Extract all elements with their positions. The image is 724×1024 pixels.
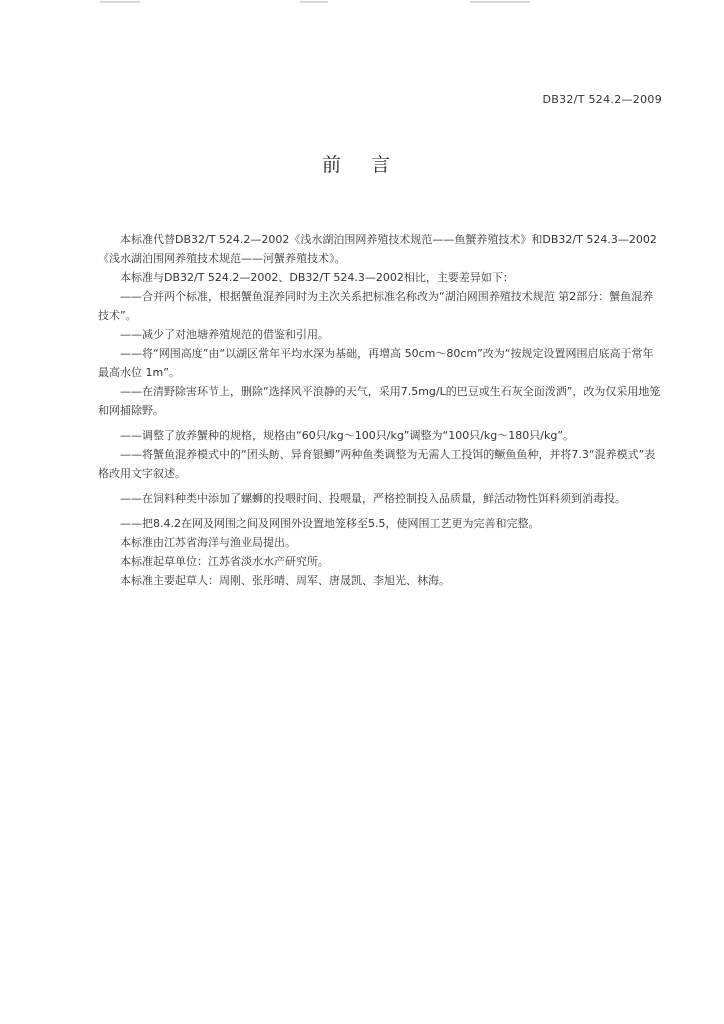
paragraph-feed: ——在饲料种类中添加了螺蛳的投喂时间、投喂量，严格控制投入品质量，鲜活动物性饵料须到消毒投。 [120, 492, 626, 505]
foreword-body [98, 230, 664, 590]
paragraph-trap-move: ——把8.4.2在网及网围之间及网围外设置地笼移至5.5，使网围工艺更为完善和完整。 [120, 517, 540, 530]
paragraph-mixed-mode: ——将蟹鱼混养模式中的“团头鲂、异育银鲫”两种鱼类调整为无需人工投饵的鳜鱼鱼种，并将7.3“混养模式”表格改用文字叙述。 [98, 448, 656, 480]
paragraph-proposer: 本标准由江苏省海洋与渔业局提出。 [120, 536, 296, 549]
paragraph-replaces: 本标准代替DB32/T 524.2—2002《浅水湖泊围网养殖技术规范——鱼蟹养殖技术》和DB32/T 524.3—2002《浅水湖泊围网养殖技术规范——河蟹养殖技术》。 [98, 233, 657, 265]
paragraph-merge: ——合并两个标准，根据蟹鱼混养同时为主次关系把标准名称改为“湖泊网围养殖技术规范 第2部分：蟹鱼混养技术”。 [98, 290, 654, 322]
scan-artifact [0, 0, 724, 6]
page-title: 前 言 [321, 154, 403, 176]
paragraph-crab-size: ——调整了放养蟹种的规格，规格由“60只/kg～100只/kg”调整为“100只/kg～180只/kg”。 [120, 429, 575, 442]
paragraph-drafting-unit: 本标准起草单位：江苏省淡水水产研究所。 [120, 555, 329, 568]
paragraph-clearing: ——在清野除害环节上，删除“选择风平浪静的天气，采用7.5mg/L的巴豆或生石灰全面泼洒”，改为仅采用地笼和网捕除野。 [98, 385, 661, 417]
paragraph-drafters: 本标准主要起草人：周刚、张彤晴、周军、唐晟凯、李旭光、林海。 [120, 574, 450, 587]
paragraph-differences-intro: 本标准与DB32/T 524.2—2002、DB32/T 524.3—2002相比，主要差异如下： [120, 271, 514, 284]
standard-code: DB32/T 524.2—2009 [542, 93, 662, 106]
paragraph-net-height: ——将“网围高度”由“以湖区常年平均水深为基础，再增高 50cm～80cm”改为“按规定设置网围启底高于常年最高水位 1m”。 [98, 347, 654, 379]
paragraph-reduce: ——减少了对池塘养殖规范的借鉴和引用。 [120, 328, 329, 341]
